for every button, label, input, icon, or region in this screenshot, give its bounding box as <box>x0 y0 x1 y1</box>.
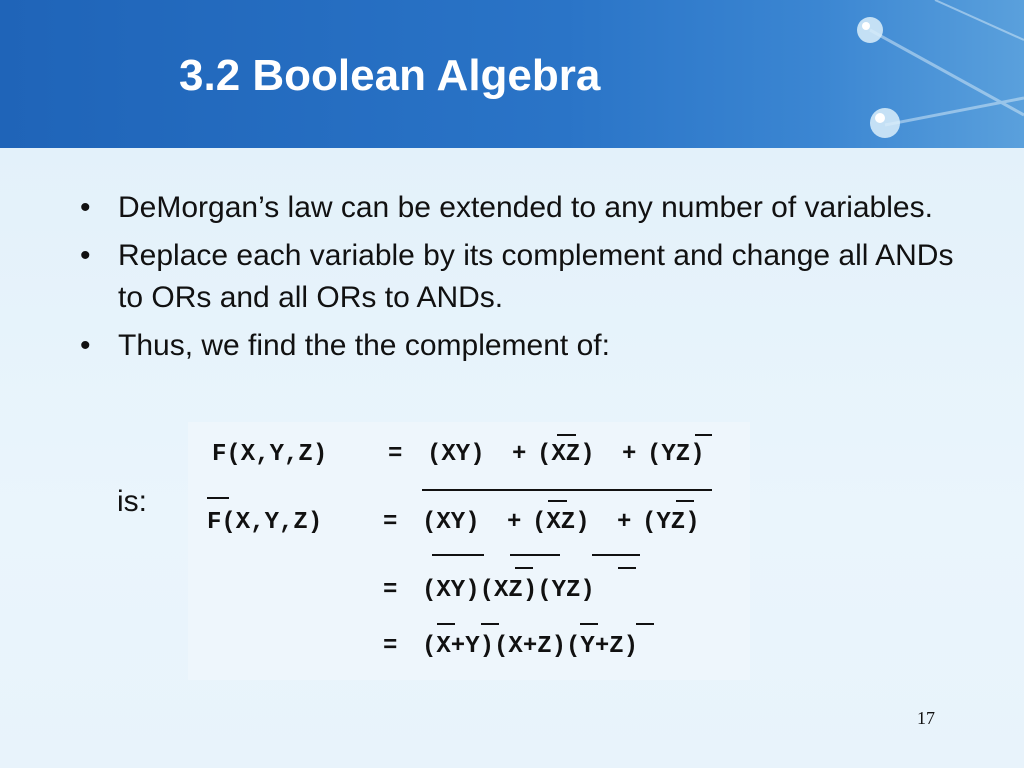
complement-bar <box>432 554 484 556</box>
given-plus-2: + <box>622 441 637 468</box>
complement-equals: = <box>383 509 398 536</box>
given-equals: = <box>388 441 403 468</box>
complement-term-1: (XY) <box>422 509 480 536</box>
complement-lhs: F(X,Y,Z) <box>207 509 323 536</box>
given-term-2: (XZ) <box>537 441 595 468</box>
slide-header <box>0 0 1024 148</box>
complement-bar <box>515 567 533 569</box>
complement-bar <box>437 623 455 625</box>
complement-bar <box>618 567 636 569</box>
complement-bar <box>207 497 229 499</box>
page-number: 17 <box>917 708 935 728</box>
bullet-item <box>76 325 956 367</box>
complement-bar <box>510 554 560 556</box>
bullet-list <box>76 187 956 373</box>
slide-title: 3.2 Boolean Algebra <box>179 51 601 100</box>
bullet-text: DeMorgan’s law can be extended to any number of variables. <box>118 191 933 224</box>
complement-bar <box>592 554 640 556</box>
complement-bar <box>548 500 567 502</box>
given-term-1: (XY) <box>427 441 485 468</box>
complement-bar <box>422 489 712 491</box>
step1-rhs: (XY)(XZ)(YZ) <box>422 577 595 604</box>
step2-rhs: (X+Y)(X+Z)(Y+Z) <box>422 633 639 660</box>
complement-bar <box>481 623 499 625</box>
complement-bar <box>557 434 576 436</box>
bullet-item <box>76 187 956 229</box>
bullet-text: Thus, we find the the complement of: <box>118 329 610 362</box>
given-lhs: F(X,Y,Z) <box>212 441 328 468</box>
complement-term-3: (YZ) <box>642 509 700 536</box>
complement-plus-1: + <box>507 509 522 536</box>
given-term-3: (YZ) <box>647 441 705 468</box>
complement-bar <box>636 623 654 625</box>
bullet-symbol: • <box>80 191 91 224</box>
bullet-text: Replace each variable by its complement and change all ANDs to ORs and all ORs to ANDs. <box>118 239 954 314</box>
complement-bar <box>580 623 598 625</box>
given-plus-1: + <box>512 441 527 468</box>
complement-plus-2: + <box>617 509 632 536</box>
is-label: is: <box>117 485 147 518</box>
complement-bar <box>676 500 694 502</box>
complement-term-2: (XZ) <box>532 509 590 536</box>
bullet-symbol: • <box>80 239 91 272</box>
complement-bar <box>695 434 712 436</box>
step2-equals: = <box>383 633 398 660</box>
bullet-item <box>76 235 956 319</box>
step1-equals: = <box>383 577 398 604</box>
bullet-symbol: • <box>80 329 91 362</box>
